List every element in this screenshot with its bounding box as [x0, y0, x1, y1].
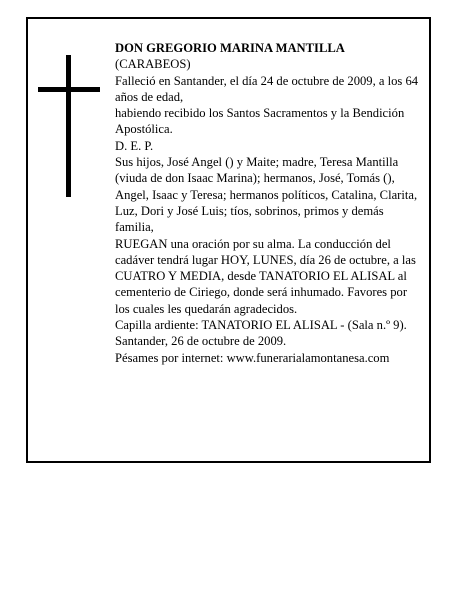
cross-horizontal-bar — [38, 87, 100, 92]
notice-date: Santander, 26 de octubre de 2009. — [115, 334, 287, 349]
deceased-name: DON GREGORIO MARINA MANTILLA — [115, 41, 345, 55]
funeral-details: RUEGAN una oración por su alma. La conducción del cadáver tendrá lugar HOY, LUNES, día 26 de octubre, a las CUATRO Y MEDIA, desde TANATORIO EL ALISAL al cementerio de Ciriego, donde será inhumado. Favores por los cuales les quedarán agradecidos. — [115, 236, 416, 316]
family-list: Sus hijos, José Angel () y Maite; madre, Teresa Mantilla (viuda de don Isaac Marina); hermanos, José, Tomás (), Angel, Isaac y Teresa; hermanos políticos, Catalina, Clarita, Luz, Dori y José Luis; tíos, sobrinos, primos y demás familia, — [115, 155, 418, 235]
obituary-notice — [26, 17, 431, 463]
cross-vertical-bar — [66, 55, 71, 197]
rip-line: D. E. P. — [115, 138, 154, 153]
condolences-website: Pésames por internet: www.funerarialamontanesa.com — [115, 350, 390, 365]
death-details: Falleció en Santander, el día 24 de octubre de 2009, a los 64 años de edad, — [115, 73, 419, 104]
obituary-text — [115, 40, 420, 366]
deceased-nickname: (CARABEOS) — [115, 57, 191, 72]
sacraments-line: habiendo recibido los Santos Sacramentos y la Bendición Apostólica. — [115, 106, 405, 137]
wake-location: Capilla ardiente: TANATORIO EL ALISAL - (Sala n.º 9). — [115, 318, 407, 333]
